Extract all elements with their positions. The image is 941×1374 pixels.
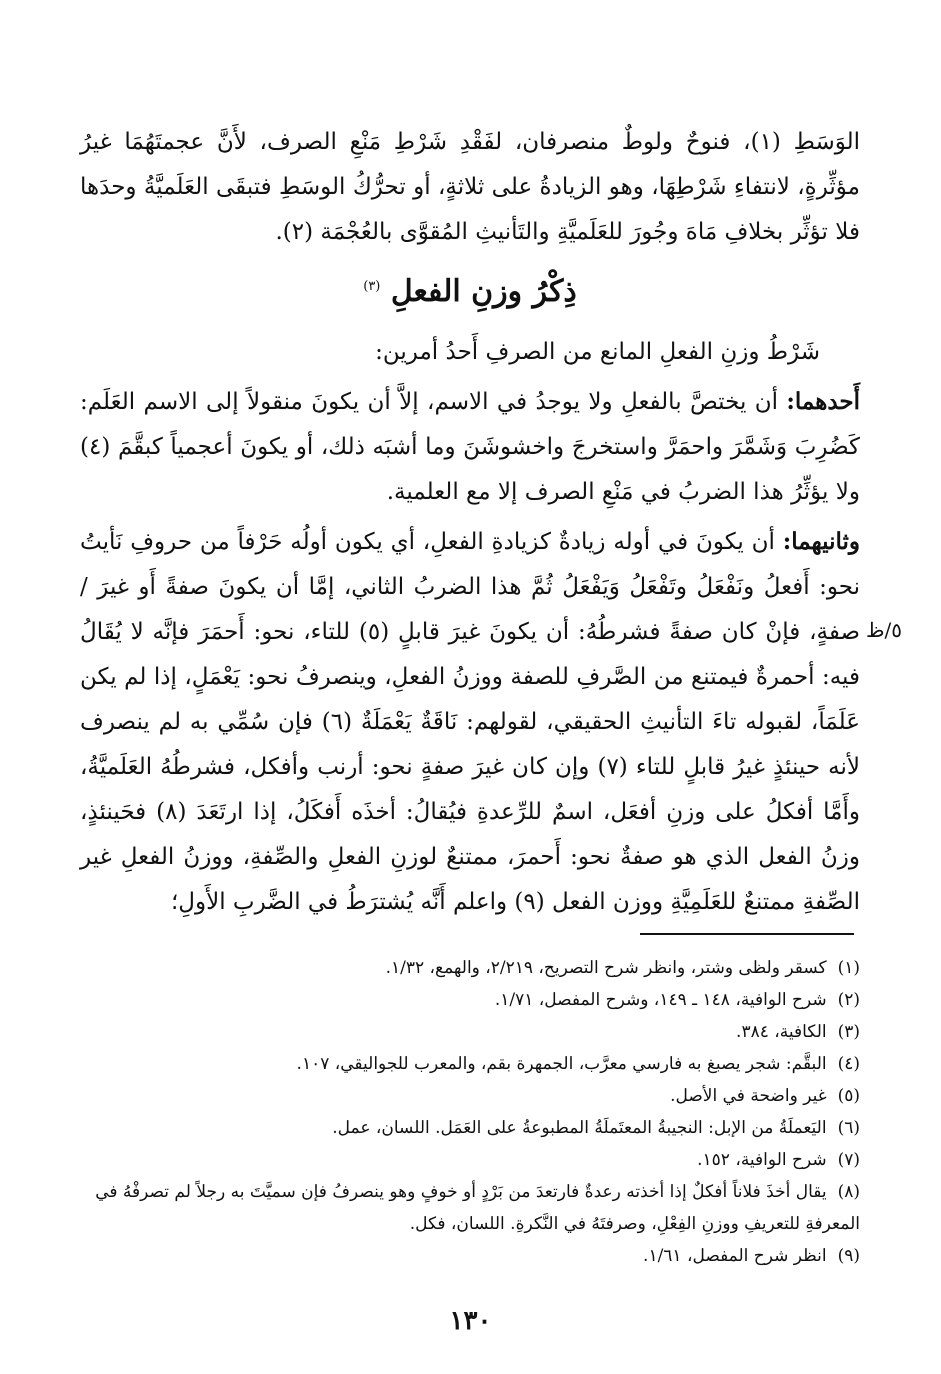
footnote-item [90,1144,860,1176]
footnote-text: شرح الوافية، ١٤٨ ـ ١٤٩، وشرح المفصل، ١/٧١. [494,990,827,1010]
footnote-text: اليَعملَةُ من الإبل: النجيبةُ المعتَملَةُ المطبوعةُ على العَمَل. اللسان، عمل. [332,1118,827,1138]
footnote-number: (٧) [837,1150,860,1170]
footnote-number: (١) [837,958,860,978]
footnote-item [90,1240,860,1272]
footnote-number: (٢) [837,990,860,1010]
footnote-text: البقَّم: شجر يصبغ به فارسي معرَّب، الجمهرة بقم، والمعرب للجواليقي، ١٠٧. [296,1054,827,1074]
footnote-number: (٣) [837,1022,860,1042]
footnote-number: (٥) [837,1086,860,1106]
footnote-number: (٨) [837,1182,860,1202]
footnote-text: الكافية، ٣٨٤. [736,1022,827,1042]
footnote-divider [640,933,854,935]
footnote-number: (٤) [837,1054,860,1074]
paragraph-continuation [80,120,860,255]
first-condition-text: أن يختصَّ بالفعلِ ولا يوجدُ في الاسم، إلاَّ أن يكونَ منقولاً إلى الاسم العَلَم: كَضُرِبَ وَشَمَّرَ واحمَرَّ واستخرجَ واخشوشَنَ وما أشبَه ذلك، أو يكونَ أعجمياً كبقَّمَ (٤) ولا يؤثِّرُ هذا الضربُ في مَنْعِ الصرف إلا مع العلمية. [80,389,860,505]
first-condition [80,379,860,515]
paragraph-text: الوَسَطِ (١)، فنوحٌ ولوطٌ منصرفان، لفَقْدِ شَرْطِ مَنْعِ الصرف، لأَنَّ عجمتَهُمَا غيرُ مؤثِّرةٍ، لانتفاءِ شَرْطِهَا، وهو الزيادةُ على ثلاثةٍ، أو تحرُّكُ الوسَطِ فتبقَى العَلَميَّةُ وحدَها فلا تؤثِّر بخلافِ مَاهَ وجُورَ للعَلَميَّةِ والتَأنيثِ المُقوَّى بالعُجْمَة (٢). [80,129,861,245]
footnote-item [90,952,860,984]
heading-footnote-ref: (٣) [363,279,381,294]
footnote-text: غير واضحة في الأصل. [670,1086,827,1106]
section-body [80,330,860,925]
footnote-item [90,1048,860,1080]
footnote-item [90,984,860,1016]
second-condition-label: وثانيهما: [782,528,860,555]
page-number: ١٣٠ [449,1306,492,1336]
heading-title: ذِكْرُ وزنِ الفعلِ [390,274,577,309]
footnote-number: (٩) [837,1246,860,1266]
first-condition-label: أَحدهما: [786,388,861,415]
footnote-item [90,1080,860,1112]
second-condition [80,519,860,925]
footnote-item [90,1112,860,1144]
footnotes [90,952,860,1272]
manuscript-folio-marker: ٥/ظ [866,618,902,642]
section-heading [80,262,860,317]
footnote-item [90,1016,860,1048]
footnote-text: يقال أخذَ فلاناً أفكلٌ إذا أخذته رعدةٌ فارتعدَ من بَرْدٍ أو خوفٍ وهو ينصرفُ فإن سميَّتَ به رجلاً لم تصرفْهُ في المعرفةِ للتعريفِ ووزنِ الفِعْلِ، وصرفتَهُ في النَّكرةِ. اللسان، فكل. [95,1182,860,1234]
footnote-text: كسقر ولظى وشتر، وانظر شرح التصريح، ٢/٢١٩، والهمع، ١/٣٢. [385,958,827,978]
footnote-item [90,1176,860,1240]
footnote-number: (٦) [837,1118,860,1138]
footnote-text: شرح الوافية، ١٥٢. [697,1150,827,1170]
footnote-text: انظر شرح المفصل، ١/٦١. [643,1246,827,1266]
section-intro: شَرْطُ وزنِ الفعلِ المانع من الصرفِ أَحدُ أمرين: [375,339,820,365]
second-condition-text: أن يكونَ في أوله زيادةٌ كزيادةِ الفعلِ، أي يكون أولُه حَرْفاً من حروفِ نَأيتُ نحو: أَفعلُ ونَفْعَلُ وتَفْعَلُ وَيَفْعَلُ ثُمَّ هذا الضربُ الثاني، إمَّا أن يكونَ صفةً أَو غيرَ / صفةٍ، فإنْ كان صفةً فشرطُهُ: أن يكونَ غيرَ قابلٍ (٥) للتاء، نحو: أَحمَرَ فإنَّه لا يُقَالُ فيه: أحمرةٌ فيمتنع من الصَّرفِ للصفة ووزنُ الفعلِ، وينصرفُ نحو: يَعْمَلٍ، إذا لم يكن عَلَمَاً، لقبوله تاءَ التأنيثِ الحقيقي، لقولهم: نَاقَةٌ يَعْمَلَةٌ (٦) فإن سُمِّي به لم ينصرف لأنه حينئذٍ غيرُ قابلٍ للتاء (٧) وإن كان غيرَ صفةٍ نحو: أرنب وأفكل، فشرطُهُ العَلَميَّةُ، وأَمَّا أفكلُ على وزنِ أفعَل، اسمٌ للرِّعدةِ فيُقالُ: أخذَه أَفكَلُ، إذا ارتَعَدَ (٨) فحَينئذٍ، وزنُ الفعل الذي هو صفةٌ نحو: أَحمرَ، ممتنعٌ لوزنِ الفعلِ والصِّفةِ، ووزنُ الفعلِ غير الصِّفةِ ممتنعٌ للعَلَمِيَّةِ ووزن الفعل (٩) واعلم أَنَّه يُشترَطُ في الضَّربِ الأَولِ؛ [80,529,861,915]
